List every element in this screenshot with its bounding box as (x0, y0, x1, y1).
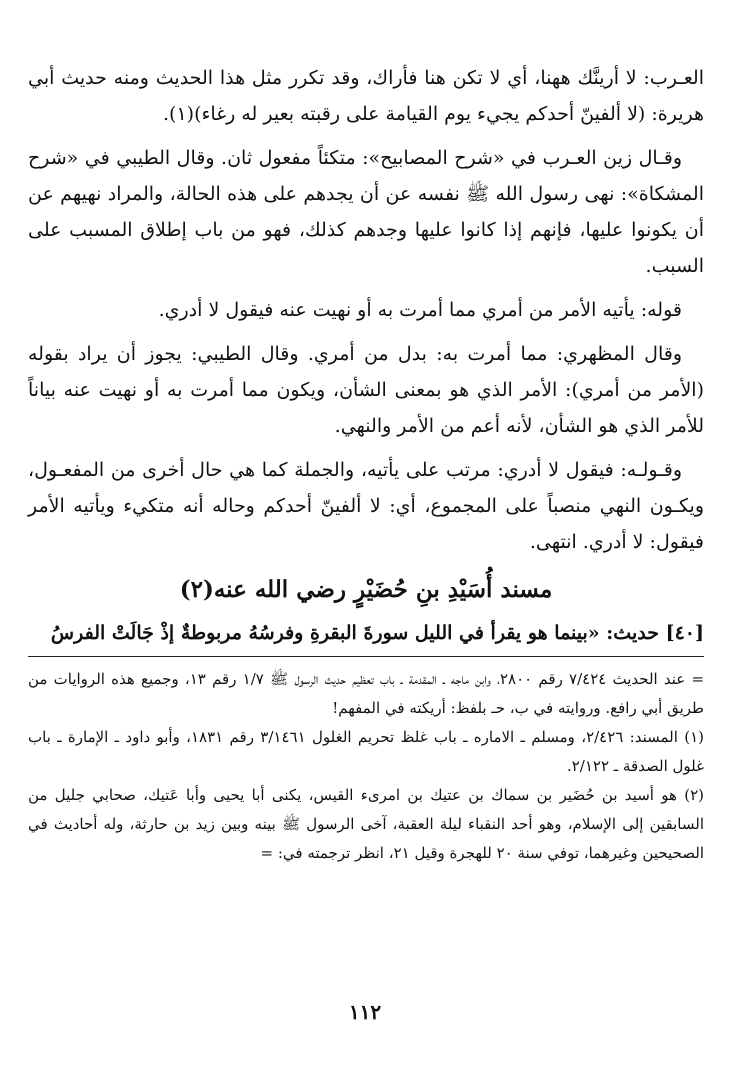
footnote-1: (١) المسند: ٢/٤٢٦، ومسلم ـ الاماره ـ باب غلظ تحريم الغلول ٣/١٤٦١ رقم ١٨٣١، وأبو داود ـ الإمارة ـ باب غلول الصدقة ـ ٢/١٢٢. (28, 728, 705, 775)
paragraph-3: قوله: يأتيه الأمر من أمري مما أمرت به أو نهيت عنه فيقول لا أدري. (158, 299, 682, 321)
hadith-line: [٤٠] حديث: «بينما هو يقرأ في الليل سورةَ البقرةِ وفرسُهُ مربوطةٌ إذْ جَالَتْ الفرسُ (50, 622, 704, 644)
page-body (28, 60, 704, 872)
paragraph-1: العـرب: لا أرينَّك ههنا، أي لا تكن هنا فأراك، وقد تكرر مثل هذا الحديث ومنه حديث أبي هريرة: (لا ألفينّ أحدكم يجيء يوم القيامة على رقبته بعير له رغاء)(١). (28, 67, 704, 125)
paragraph-5: وقـولـه: فيقول لا أدري: مرتب على يأتيه، والجملة كما هي حال أخرى من المفعـول، ويكـون النهي منصباً على المجموع، أي: لا ألفينّ أحدكم وحاله أنه متكيء ويأتيه الأمر فيقول: لا أدري. انتهى. (28, 459, 704, 553)
footnote-divider (28, 656, 704, 657)
section-heading: مسند أُسَيْدِ بنِ حُضَيْرٍ رضي الله عنه(٢) (179, 576, 553, 603)
footnote-2: (٢) هو أسيد بن حُضَير بن سماك بن عتيك بن امرىء القيس، يكنى أبا يحيى وأبا عَتيك، صحابي جليل من السابقين إلى الإسلام، وهو أحد النقباء ليلة العقبة، آخى الرسول ﷺ بينه وبين زيد بن حارثة، وله أحاديث في الصحيحين وغيرهما، توفي سنة ٢٠ للهجرة وقيل ٢١، انظر ترجمته في: = (28, 786, 704, 862)
footnotes (28, 665, 704, 868)
footnote-continuation: = عند الحديث ٧/٤٢٤ رقم ٢٨٠٠، وابن ماجه ـ المقدمة ـ باب تعظيم حديث الرسول ﷺ ١/٧ رقم ١٣، وجميع هذه الروايات من طريق أبي رافع. وروايته في ب، حـ بلفظ: أريكته في المفهم! (28, 670, 705, 717)
paragraph-2: وقـال زين العـرب في «شرح المصابيح»: متكئاً مفعول ثان. وقال الطيبي في «شرح المشكاة»: نهى رسول الله ﷺ نفسه عن أن يجدهم على هذه الحالة، والمراد نهيهم عن أن يكونوا عليها، فإنهم إذا كانوا عليها وجدهم كذلك، فهو من باب إطلاق المسبب على السبب. (28, 147, 704, 277)
paragraph-4: وقال المظهري: مما أمرت به: بدل من أمري. وقال الطيبي: يجوز أن يراد بقوله (الأمر من أمري): الأمر الذي هو بمعنى الشأن، ويكون مما أمرت به أو نهيت عنه بياناً للأمر الذي هو الشأن، لأنه أعم من الأمر والنهي. (28, 343, 704, 437)
page-number: ١١٢ (348, 1000, 382, 1024)
